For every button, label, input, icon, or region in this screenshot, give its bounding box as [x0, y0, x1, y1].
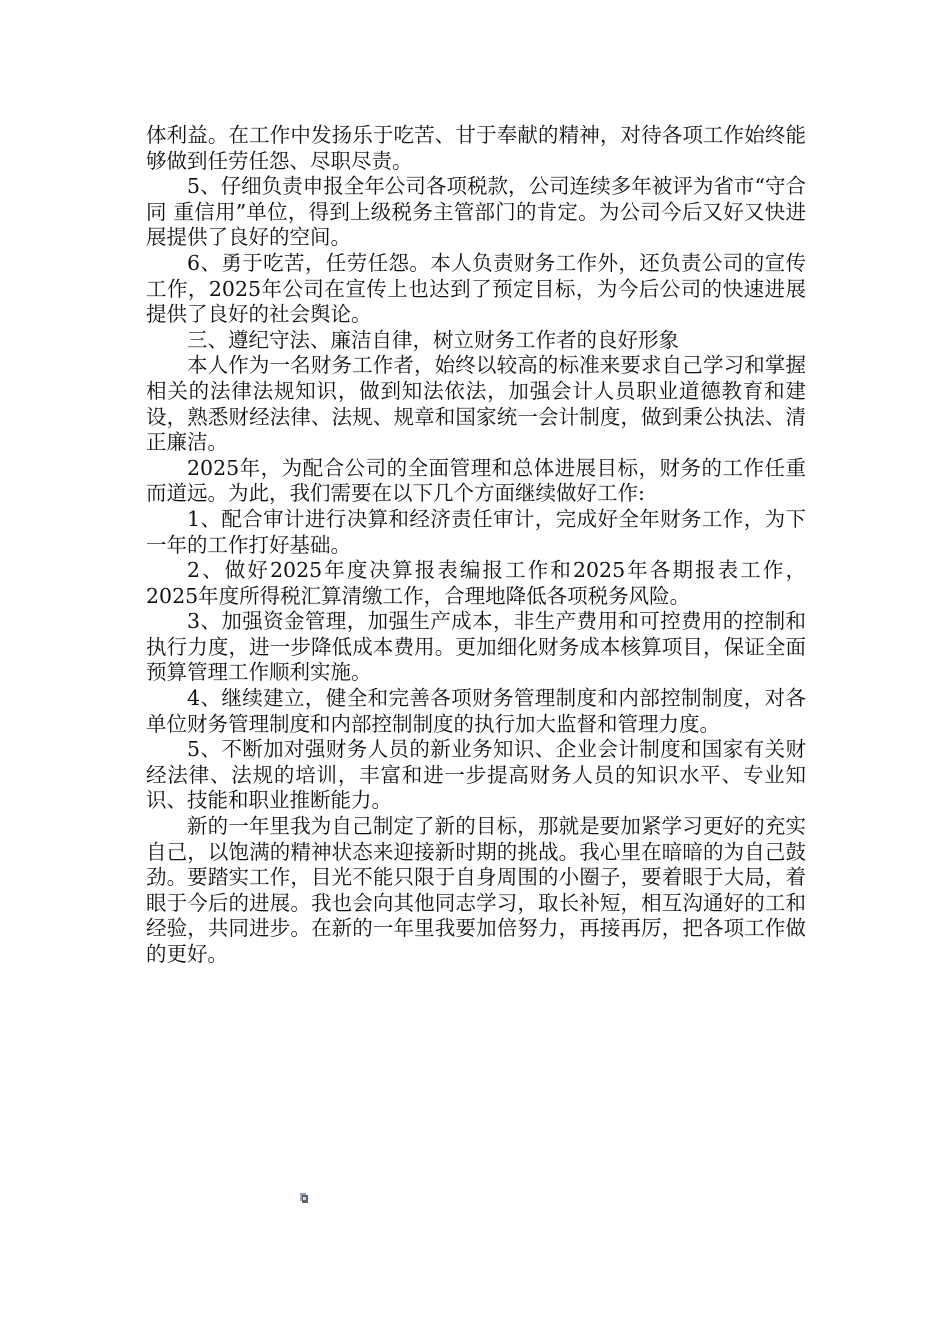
section-heading: 三、遵纪守法、廉洁自律，树立财务工作者的良好形象 — [187, 327, 679, 352]
paragraph: 6、勇于吃苦，任劳任怨。本人负责财务工作外，还负责公司的宣传工作，2025年公司在宣传上也达到了预定目标，为今后公司的快速进展提供了良好的社会舆论。 — [146, 250, 806, 327]
paragraph: 新的一年里我为自己制定了新的目标，那就是要加紧学习更好的充实自己，以饱满的精神状态来迎接新时期的挑战。我心里在暗暗的为自己鼓劲。要踏实工作，目光不能只限于自身周围的小圈子，要着眼于大局，着眼于今后的进展。我也会向其他同志学习，取长补短，相互沟通好的工和经验，共同进步。在新的一年里我要加倍努力，再接再厉，把各项工作做的更好。 — [146, 814, 806, 966]
paragraph: 2、做好2025年度决算报表编报工作和2025年各期报表工作，2025年度所得税汇算清缴工作，合理地降低各项税务风险。 — [146, 558, 806, 608]
footer-mark-icon — [299, 1192, 309, 1204]
paragraph: 3、加强资金管理，加强生产成本，非生产费用和可控费用的控制和执行力度，进一步降低成本费用。更加细化财务成本核算项目，保证全面预算管理工作顺利实施。 — [146, 609, 806, 685]
paragraph: 体利益。在工作中发扬乐于吃苦、甘于奉献的精神，对待各项工作始终能够做到任劳任怨、尽职尽责。 — [146, 123, 806, 173]
document-body — [146, 123, 806, 968]
paragraph: 5、仔细负责申报全年公司各项税款，公司连续多年被评为省市“守合同 重信用”单位，得到上级税务主管部门的肯定。为公司今后又好又快进展提供了良好的空间。 — [146, 174, 806, 250]
paragraph: 5、不断加对强财务人员的新业务知识、企业会计制度和国家有关财经法律、法规的培训，丰富和进一步提高财务人员的知识水平、专业知识、技能和职业推断能力。 — [146, 737, 806, 813]
paragraph: 1、配合审计进行决算和经济责任审计，完成好全年财务工作，为下一年的工作打好基础。 — [146, 506, 806, 557]
paragraph: 2025年，为配合公司的全面管理和总体进展目标，财务的工作任重而道远。为此，我们需要在以下几个方面继续做好工作: — [146, 455, 806, 506]
paragraph: 4、继续建立，健全和完善各项财务管理制度和内部控制制度，对各单位财务管理制度和内部控制制度的执行加大监督和管理力度。 — [146, 686, 806, 736]
paragraph: 本人作为一名财务工作者，始终以较高的标准来要求自己学习和掌握相关的法律法规知识，做到知法依法，加强会计人员职业道德教育和建设，熟悉财经法律、法规、规章和国家统一会计制度，做到秉公执法、清正廉洁。 — [146, 353, 806, 455]
